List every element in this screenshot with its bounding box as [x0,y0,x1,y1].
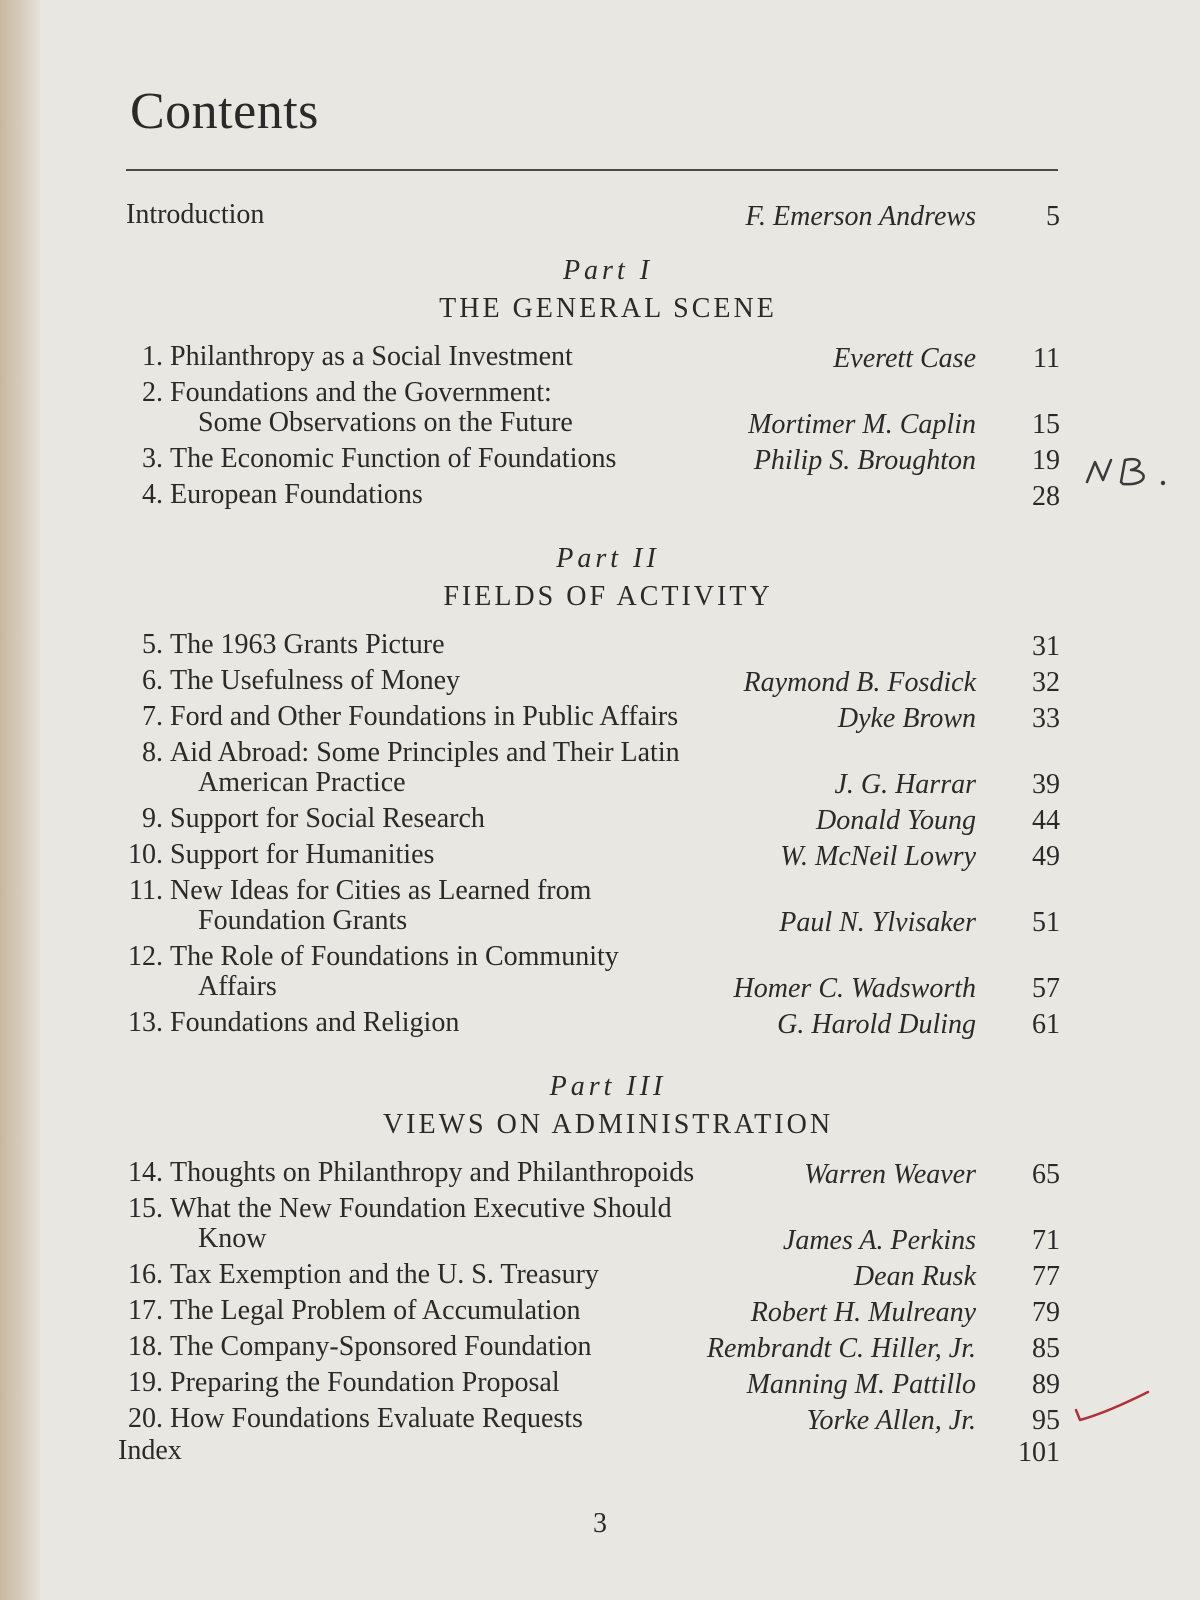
entry-title: European Foundations [170,479,423,510]
entry-author: G. Harold Duling [777,1009,976,1040]
entry-number: 17. [128,1295,163,1326]
entry-number: 3. [142,443,163,474]
part-entries [118,627,1068,1041]
handwritten-check-mark [1072,1388,1152,1428]
entry-page: 33 [1032,703,1060,734]
entry-title: The Legal Problem of Accumulation [170,1295,581,1326]
entry-title-continued: Some Observations on the Future [198,407,573,438]
part-label: Part II [556,543,660,574]
entry-title: The Usefulness of Money [170,665,461,696]
entry-author: Philip S. Broughton [753,445,976,476]
entry-title: The Role of Foundations in Community [170,941,619,972]
toc-entry[interactable] [118,801,1068,837]
entry-page: 5 [1046,201,1060,232]
entry-page: 31 [1032,631,1060,662]
entry-author: Everett Case [833,343,976,374]
entry-author: Homer C. Wadsworth [733,973,976,1004]
entry-title: Support for Humanities [170,839,435,870]
toc-entry[interactable] [118,735,1068,801]
entry-author: Warren Weaver [804,1159,976,1190]
book-gutter-shadow [0,0,40,1600]
entry-number: 5. [142,629,163,660]
toc-entry[interactable] [118,873,1068,939]
contents-page [118,70,1068,1469]
entry-title: Support for Social Research [170,803,485,834]
entry-title: New Ideas for Cities as Learned from [170,875,592,906]
entry-title: The Economic Function of Foundations [170,443,617,474]
entry-page: 89 [1032,1369,1060,1400]
entry-title-continued: Know [198,1223,267,1254]
entry-author: Rembrandt C. Hiller, Jr. [706,1333,976,1364]
entry-author: W. McNeil Lowry [780,841,976,872]
part-heading: FIELDS OF ACTIVITY [443,581,773,612]
part-heading: THE GENERAL SCENE [439,293,777,324]
entry-page: 95 [1032,1405,1060,1436]
toc-entry[interactable] [118,939,1068,1005]
entry-number: 8. [142,737,163,768]
page-number: 3 [593,1508,607,1539]
entry-number: 10. [128,839,163,870]
entry-page: 28 [1032,481,1060,512]
page-title: Contents [130,83,319,140]
toc-entry[interactable] [118,837,1068,873]
entry-number: 12. [128,941,163,972]
entry-page: 51 [1032,907,1060,938]
entry-page: 71 [1032,1225,1060,1256]
entry-author: Yorke Allen, Jr. [806,1405,976,1436]
entry-page: 57 [1032,973,1060,1004]
entry-page: 85 [1032,1333,1060,1364]
part-entries [118,1155,1068,1437]
entry-title-continued: Affairs [198,971,277,1002]
entry-title: Introduction [126,199,265,230]
entry-author: Dyke Brown [837,703,976,734]
entry-page: 44 [1032,805,1060,836]
toc-entry[interactable] [118,1293,1068,1329]
entry-author: Mortimer M. Caplin [748,409,976,440]
entry-title: Preparing the Foundation Proposal [170,1367,560,1398]
title-rule [126,169,1058,171]
entry-number: 19. [128,1367,163,1398]
entry-number: 13. [128,1007,163,1038]
entry-author: James A. Perkins [782,1225,976,1256]
toc-entry-index[interactable] [118,1433,1068,1469]
entry-author: Raymond B. Fosdick [743,667,976,698]
entry-number: 6. [142,665,163,696]
entry-title: Thoughts on Philanthropy and Philanthropoids [170,1157,695,1188]
entry-page: 19 [1032,445,1060,476]
toc-entry[interactable] [118,1155,1068,1191]
entry-title: Index [118,1435,182,1466]
entry-title: Tax Exemption and the U. S. Treasury [170,1259,599,1290]
toc-entry[interactable] [118,663,1068,699]
part-label: Part I [562,255,654,286]
entry-title: Philanthropy as a Social Investment [170,341,573,372]
entry-number: 20. [128,1403,163,1434]
part-heading: VIEWS ON ADMINISTRATION [382,1109,834,1140]
entry-author: J. G. Harrar [834,769,976,800]
entry-title: How Foundations Evaluate Requests [170,1403,583,1434]
entry-author: Dean Rusk [853,1261,976,1292]
entry-title: Foundations and Religion [170,1007,460,1038]
entry-title: Foundations and the Government: [170,377,552,408]
entry-title-continued: American Practice [198,767,406,798]
entry-page: 49 [1032,841,1060,872]
entry-number: 4. [142,479,163,510]
entry-page: 65 [1032,1159,1060,1190]
entry-title: Ford and Other Foundations in Public Affairs [170,701,679,732]
entry-number: 1. [142,341,163,372]
toc-entry[interactable] [118,1257,1068,1293]
entry-number: 2. [142,377,163,408]
entry-author: Robert H. Mulreany [750,1297,976,1328]
entry-title: The Company-Sponsored Foundation [170,1331,592,1362]
entry-page: 15 [1032,409,1060,440]
entry-title: What the New Foundation Executive Should [170,1193,672,1224]
entry-number: 18. [128,1331,163,1362]
toc-entry-introduction[interactable] [118,197,1068,233]
toc-entry[interactable] [118,699,1068,735]
entry-page: 101 [1018,1437,1060,1468]
toc-entry[interactable] [118,1191,1068,1257]
entry-author: Paul N. Ylvisaker [779,907,976,938]
entry-title-continued: Foundation Grants [198,905,408,936]
toc-entry[interactable] [118,1401,1068,1437]
entry-page: 39 [1032,769,1060,800]
toc-entry[interactable] [118,339,1068,375]
handwritten-nb-note [1083,452,1173,492]
toc-entry[interactable] [118,627,1068,663]
entry-number: 15. [128,1193,163,1224]
toc-entry[interactable] [118,1365,1068,1401]
entry-title: Aid Abroad: Some Principles and Their Latin [170,737,680,768]
entry-number: 7. [142,701,163,732]
entry-number: 14. [128,1157,163,1188]
toc-entry[interactable] [118,1329,1068,1365]
part-label: Part III [549,1071,667,1102]
entry-author: F. Emerson Andrews [745,201,976,232]
entry-page: 77 [1032,1261,1060,1292]
toc-entry[interactable] [118,441,1068,477]
entry-author: Donald Young [815,805,976,836]
table-of-contents [118,197,1068,1469]
entry-author: Manning M. Pattillo [746,1369,976,1400]
toc-entry[interactable] [118,1005,1068,1041]
toc-entry[interactable] [118,477,1068,513]
entry-number: 9. [142,803,163,834]
entry-number: 11. [129,875,163,906]
toc-entry[interactable] [118,375,1068,441]
entry-title: The 1963 Grants Picture [170,629,445,660]
part-entries [118,339,1068,513]
entry-page: 11 [1033,343,1060,374]
entry-page: 32 [1032,667,1060,698]
entry-page: 79 [1032,1297,1060,1328]
entry-number: 16. [128,1259,163,1290]
entry-page: 61 [1032,1009,1060,1040]
